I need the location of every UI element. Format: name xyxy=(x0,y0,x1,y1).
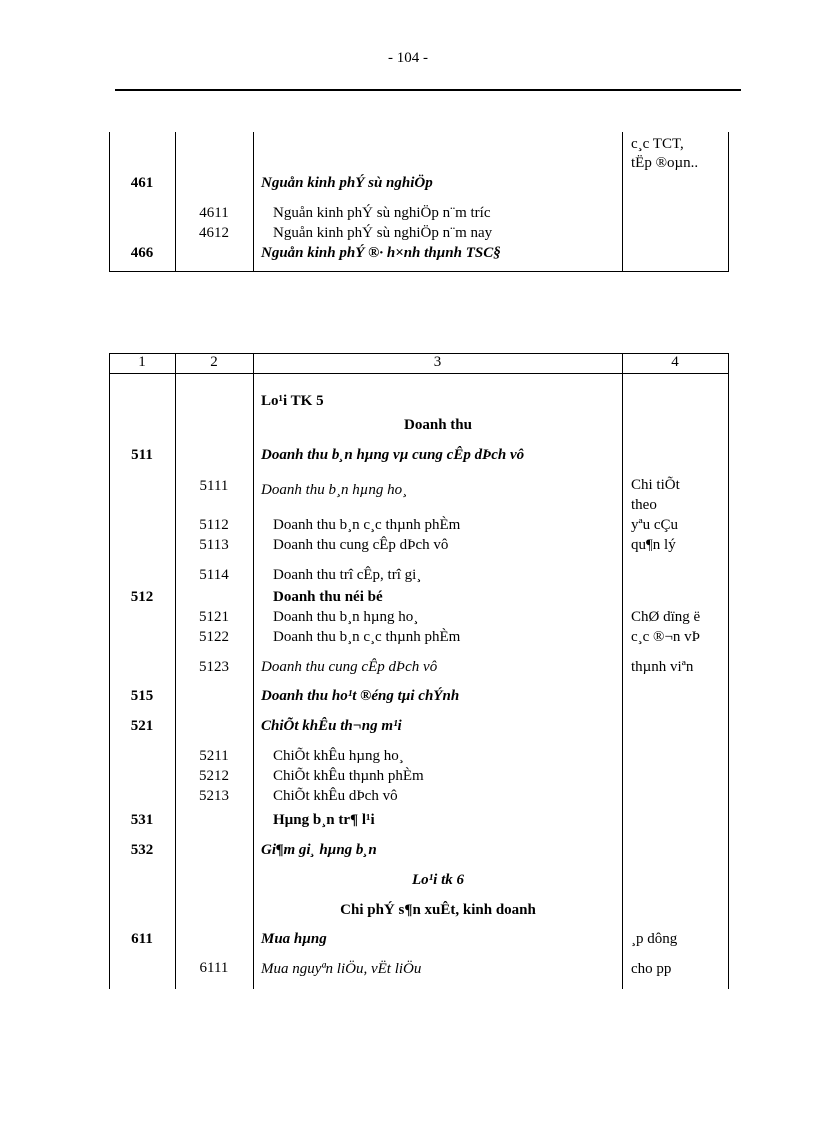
section-title: Chi phÝ s¶n xuÊt, kinh doanh xyxy=(340,902,536,918)
sub-account-code: 5123 xyxy=(199,659,229,675)
account-name: Doanh thu b¸n hµng vµ cung cÊp dÞch vô xyxy=(261,447,525,463)
note-text: ChØ dïng ë xyxy=(631,609,701,625)
sub-account-code: 6111 xyxy=(199,960,229,976)
account-code: 511 xyxy=(131,447,153,463)
sub-account-name: Doanh thu cung cÊp dÞch vô xyxy=(273,537,449,553)
sub-account-code: 5122 xyxy=(199,629,229,645)
sub-account-name: Nguån kinh phÝ sù nghiÖp n¨m nay xyxy=(273,225,493,241)
note-text: tËp ®oµn.. xyxy=(631,155,699,171)
account-code: 531 xyxy=(130,812,154,828)
note-text: Chi tiÕt xyxy=(631,477,680,493)
sub-account-code: 5111 xyxy=(199,478,229,494)
sub-account-name: ChiÕt khÊu hµng ho¸ xyxy=(273,748,404,764)
sub-account-code: 5113 xyxy=(199,537,229,553)
note-text: yªu cÇu xyxy=(631,517,679,533)
note-text: qu¶n lý xyxy=(631,537,676,553)
account-name: Hµng b¸n tr¶ l¹i xyxy=(273,812,375,828)
account-name: Nguån kinh phÝ ®· h×nh thµnh TSC§ xyxy=(261,245,501,261)
sub-account-code: 5112 xyxy=(199,517,229,533)
sub-account-code: 5211 xyxy=(199,748,229,764)
note-text: c¸c TCT, xyxy=(631,136,684,152)
sub-account-name: Mua nguyªn liÖu, vËt liÖu xyxy=(261,961,422,977)
column-header-3: 3 xyxy=(433,354,442,370)
page-number: - 104 - xyxy=(388,50,428,66)
column-header-4: 4 xyxy=(671,354,679,370)
sub-account-name: ChiÕt khÊu thµnh phÈm xyxy=(273,768,424,784)
column-header-1: 1 xyxy=(138,354,146,370)
account-code: 521 xyxy=(130,718,154,734)
account-name: Doanh thu néi bé xyxy=(273,589,383,605)
sub-account-code: 5212 xyxy=(199,768,229,784)
account-code: 466 xyxy=(130,245,154,261)
section-heading: Lo¹i TK 5 xyxy=(261,393,324,409)
note-text: ¸p dông xyxy=(631,931,678,947)
header-rule xyxy=(115,89,741,91)
sub-account-code: 5121 xyxy=(199,609,229,625)
account-table-main xyxy=(109,353,729,989)
sub-account-code: 5114 xyxy=(199,567,229,583)
sub-account-code: 4611 xyxy=(199,205,229,221)
sub-account-name: Doanh thu b¸n c¸c thµnh phÈm xyxy=(273,629,461,645)
account-code: 532 xyxy=(130,842,154,858)
section-title: Doanh thu xyxy=(404,417,472,433)
account-code: 461 xyxy=(130,175,154,191)
account-name: Nguån kinh phÝ sù nghiÖp xyxy=(261,175,433,191)
account-code: 512 xyxy=(130,589,154,605)
account-name: Doanh thu ho¹t ®éng tµi chÝnh xyxy=(261,688,460,704)
account-code: 611 xyxy=(131,931,153,947)
note-text: c¸c ®¬n vÞ xyxy=(631,629,701,645)
account-name: Gi¶m gi¸ hµng b¸n xyxy=(261,842,377,858)
account-code: 515 xyxy=(130,688,154,704)
sub-account-code: 5213 xyxy=(199,788,229,804)
section-heading: Lo¹i tk 6 xyxy=(412,872,464,888)
sub-account-name: Doanh thu b¸n c¸c thµnh phÈm xyxy=(273,517,461,533)
sub-account-name: Doanh thu b¸n hµng ho¸ xyxy=(261,482,408,498)
sub-account-name: Doanh thu trî cÊp, trî gi¸ xyxy=(273,567,422,583)
account-name: Mua hµng xyxy=(261,931,327,947)
sub-account-name: Nguån kinh phÝ sù nghiÖp n¨m tríc xyxy=(273,205,491,221)
note-text: cho pp xyxy=(631,961,672,977)
account-table-top xyxy=(109,132,729,272)
note-text: theo xyxy=(631,497,657,513)
sub-account-name: Doanh thu cung cÊp dÞch vô xyxy=(261,659,438,675)
note-text: thµnh viªn xyxy=(631,659,694,675)
column-header-2: 2 xyxy=(210,354,218,370)
sub-account-name: Doanh thu b¸n hµng ho¸ xyxy=(273,609,419,625)
sub-account-code: 4612 xyxy=(199,225,229,241)
account-name: ChiÕt khÊu th¬ng m¹i xyxy=(261,718,402,734)
sub-account-name: ChiÕt khÊu dÞch vô xyxy=(273,788,398,804)
